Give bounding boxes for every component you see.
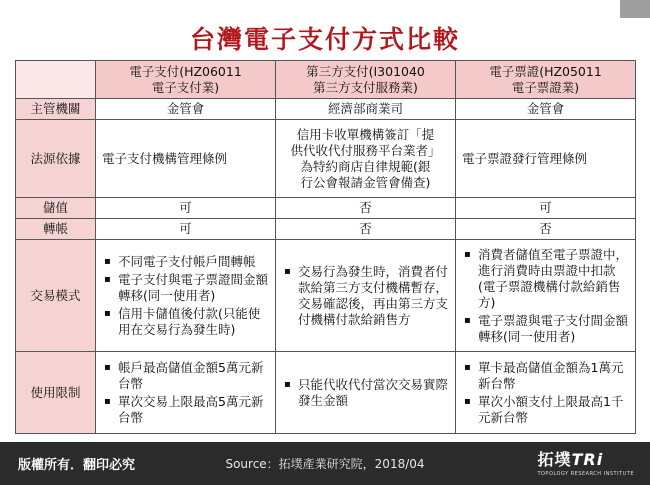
table-cell: 電子支付機構管理條例 (96, 120, 276, 198)
header-third-party-payment (276, 61, 456, 99)
table-cell: 經濟部商業司 (276, 99, 456, 120)
table-cell: 否 (456, 219, 636, 240)
table-cell: 否 (276, 198, 456, 219)
table-row-usage-limit (16, 352, 636, 434)
header-e-payment (96, 61, 276, 99)
row-label: 轉帳 (16, 219, 96, 240)
header-corner-cell (16, 61, 96, 99)
cell-line: 供代收代付服務平台業者」 (290, 142, 441, 158)
list-item: ▪ 帳戶最高儲值金額5萬元新台幣 (102, 360, 269, 392)
table-header-row (16, 61, 636, 99)
row-label: 主管機關 (16, 99, 96, 120)
list-item: ▪ 消費者儲值至電子票證中，進行消費時由票證中扣款(電子票證機構付款給銷售方) (462, 247, 629, 311)
bullet-list (102, 254, 269, 338)
table-row-transfer (16, 219, 636, 240)
table-cell: 可 (96, 198, 276, 219)
list-item: ▪ 不同電子支付帳戶間轉帳 (102, 254, 269, 270)
row-label: 使用限制 (16, 352, 96, 434)
row-label: 儲值 (16, 198, 96, 219)
table-cell: 金管會 (96, 99, 276, 120)
table-cell: 金管會 (456, 99, 636, 120)
logo-subtitle: TOPOLOGY RESEARCH INSTITUTE (537, 471, 634, 477)
cell-line: 為特約商店自律規範(銀 (300, 158, 431, 174)
header-line: 第三方支付服務業) (313, 79, 418, 95)
bullet-list (462, 360, 629, 426)
cell-line: 行公會報請金管會備查) (300, 174, 431, 190)
bullet-list (282, 264, 449, 328)
list-item: ▪ 電子支付與電子票證間金額轉移(同一使用者) (102, 272, 269, 304)
corner-decoration (620, 0, 650, 18)
header-line: 第三方支付(I301040 (306, 63, 425, 79)
table-row-authority (16, 99, 636, 120)
table-cell (96, 352, 276, 434)
table-cell (276, 240, 456, 352)
bullet-list (462, 247, 629, 345)
comparison-table (15, 60, 636, 434)
logo-chinese: 拓墣 (537, 450, 572, 469)
logo-wordmark (537, 447, 634, 470)
cell-line: 信用卡收單機構簽訂「提 (296, 126, 435, 142)
header-e-ticket (456, 61, 636, 99)
row-label: 法源依據 (16, 120, 96, 198)
list-item: ▪ 單次小額支付上限最高1千元新台幣 (462, 394, 629, 426)
tri-logo (537, 447, 634, 477)
list-item: ▪ 單卡最高儲值金額為1萬元新台幣 (462, 360, 629, 392)
bullet-list (282, 377, 449, 409)
page-title: 台灣電子支付方式比較 (189, 25, 460, 54)
list-item: ▪ 信用卡儲值後付款(只能使用在交易行為發生時) (102, 306, 269, 338)
table-cell (456, 240, 636, 352)
logo-english: TRi (571, 450, 604, 469)
table-row-stored-value (16, 198, 636, 219)
list-item: ▪ 電子票證與電子支付間金額轉移(同一使用者) (462, 313, 629, 345)
table-cell: 電子票證發行管理條例 (456, 120, 636, 198)
header-line: 電子支付業) (151, 79, 220, 95)
row-label: 交易模式 (16, 240, 96, 352)
table-row-legal (16, 120, 636, 198)
table-cell (276, 120, 456, 198)
header-line: 電子支付(HZ06011 (129, 63, 242, 79)
table-cell (456, 352, 636, 434)
bullet-list (102, 360, 269, 426)
table-cell (96, 240, 276, 352)
table-row-transaction-mode (16, 240, 636, 352)
footer-bar (0, 442, 650, 485)
list-item: ▪ 單次交易上限最高5萬元新台幣 (102, 394, 269, 426)
table-cell: 可 (456, 198, 636, 219)
source-citation: Source：拓墣產業研究院，2018/04 (225, 457, 425, 471)
list-item: ▪ 交易行為發生時，消費者付款給第三方支付機構暫存，交易確認後，再由第三方支付機構付款給銷售方 (282, 264, 449, 328)
table-cell: 否 (276, 219, 456, 240)
header-line: 電子票證業) (511, 79, 580, 95)
table-cell (276, 352, 456, 434)
copyright-notice: 版權所有．翻印必究 (18, 458, 136, 473)
table-cell: 可 (96, 219, 276, 240)
list-item: ▪ 只能代收代付當次交易實際發生金額 (282, 377, 449, 409)
header-line: 電子票證(HZ05011 (489, 63, 602, 79)
